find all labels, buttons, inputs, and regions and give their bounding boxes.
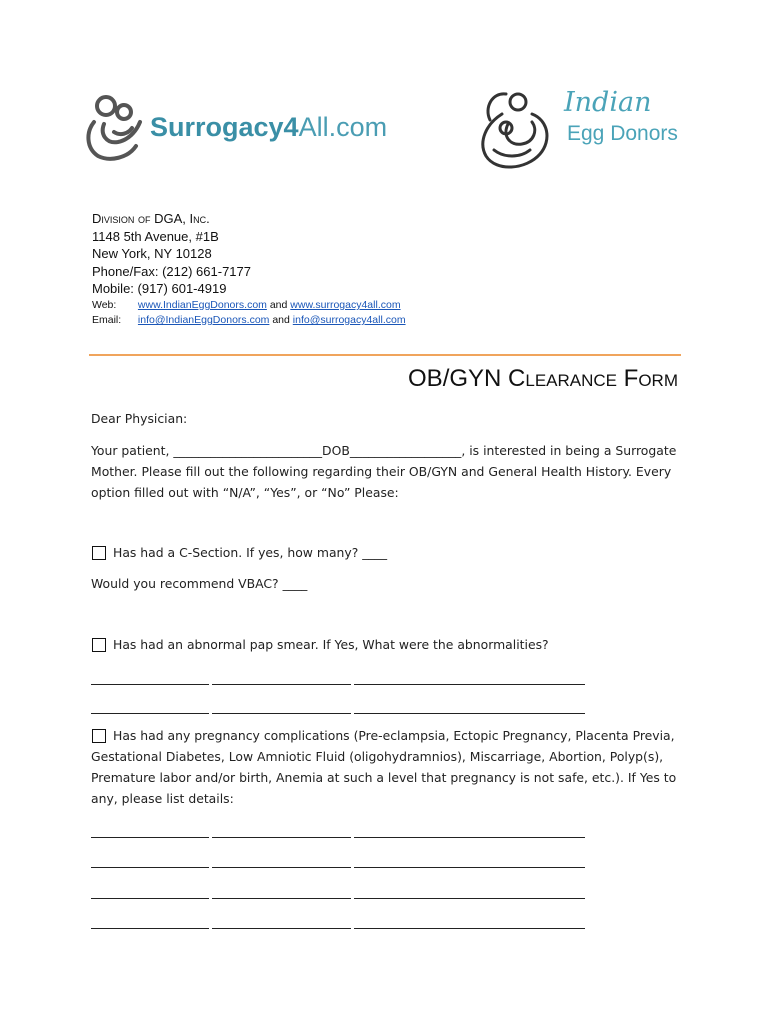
pap-smear-text: Has had an abnormal pap smear. If Yes, What were the abnormalities? — [113, 637, 549, 652]
mother-and-child-icon — [84, 92, 148, 162]
answer-line[interactable] — [91, 713, 585, 714]
web-label: Web: — [92, 299, 117, 311]
form-title: OB/GYN Clearance Form — [408, 365, 678, 392]
mobile-line: Mobile: (917) 601-4919 — [92, 281, 227, 296]
email-row — [92, 313, 406, 328]
contact-block — [92, 298, 406, 328]
question-c-section — [91, 542, 691, 563]
answer-line[interactable] — [91, 898, 585, 899]
wordmark-bold: Surrogacy4 — [150, 112, 299, 142]
wordmark-light: All.com — [298, 112, 388, 142]
web-row — [92, 298, 406, 313]
mother-and-child-icon — [472, 84, 562, 174]
surrogacy4all-logo — [84, 92, 414, 162]
intro-paragraph: Your patient, ________________________DOB__________________, is interested in being a Surrogate Mother. Please fill out the following regarding their OB/GYN and General Health History. Every option filled out with “N/A”, “Yes”, or “No” Please: — [91, 443, 677, 500]
header-divider — [89, 354, 681, 356]
surrogacy4all-email-link[interactable]: info@surrogacy4all.com — [292, 314, 406, 326]
answer-line[interactable] — [91, 928, 585, 929]
indianeggdonors-web-link[interactable]: www.IndianEggDonors.com — [137, 299, 267, 311]
c-section-checkbox[interactable] — [92, 546, 106, 560]
greeting: Dear Physician: — [91, 411, 188, 426]
address-block — [92, 210, 251, 298]
pap-smear-checkbox[interactable] — [92, 638, 106, 652]
web-and: and — [269, 299, 288, 311]
egg-donors-text: Egg Donors — [567, 122, 678, 145]
city-line: New York, NY 10128 — [92, 246, 212, 261]
complications-text: Has had any pregnancy complications (Pre-eclampsia, Ectopic Pregnancy, Placenta Previa, Gestational Diabetes, Low Amniotic Fluid (oligohydramnios), Miscarriage, Abortion, Polyp(s), Premature labor and/or birth, Anemia at such a level that pregnancy is not safe, etc.). If Yes to any, please list details: — [91, 728, 677, 806]
division-line: Division of DGA, Inc. — [92, 211, 210, 226]
indianeggdonors-email-link[interactable]: info@IndianEggDonors.com — [137, 314, 270, 326]
answer-line[interactable] — [91, 867, 585, 868]
question-vbac: Would you recommend VBAC? ____ — [91, 576, 308, 591]
answer-line[interactable] — [91, 837, 585, 838]
phone-line: Phone/Fax: (212) 661-7177 — [92, 263, 251, 279]
indian-egg-donors-logo — [472, 84, 702, 174]
surrogacy4all-wordmark — [150, 112, 387, 142]
answer-line[interactable] — [91, 684, 585, 685]
question-pregnancy-complications — [91, 725, 691, 809]
question-pap-smear — [91, 634, 691, 655]
email-label: Email: — [92, 314, 122, 326]
street-line: 1148 5th Avenue, #1B — [92, 228, 219, 244]
email-and: and — [272, 314, 290, 326]
surrogacy4all-web-link[interactable]: www.surrogacy4all.com — [290, 299, 401, 311]
complications-checkbox[interactable] — [92, 729, 106, 743]
indian-script: Indian — [564, 87, 652, 118]
c-section-text: Has had a C-Section. If yes, how many? ____ — [113, 545, 388, 560]
